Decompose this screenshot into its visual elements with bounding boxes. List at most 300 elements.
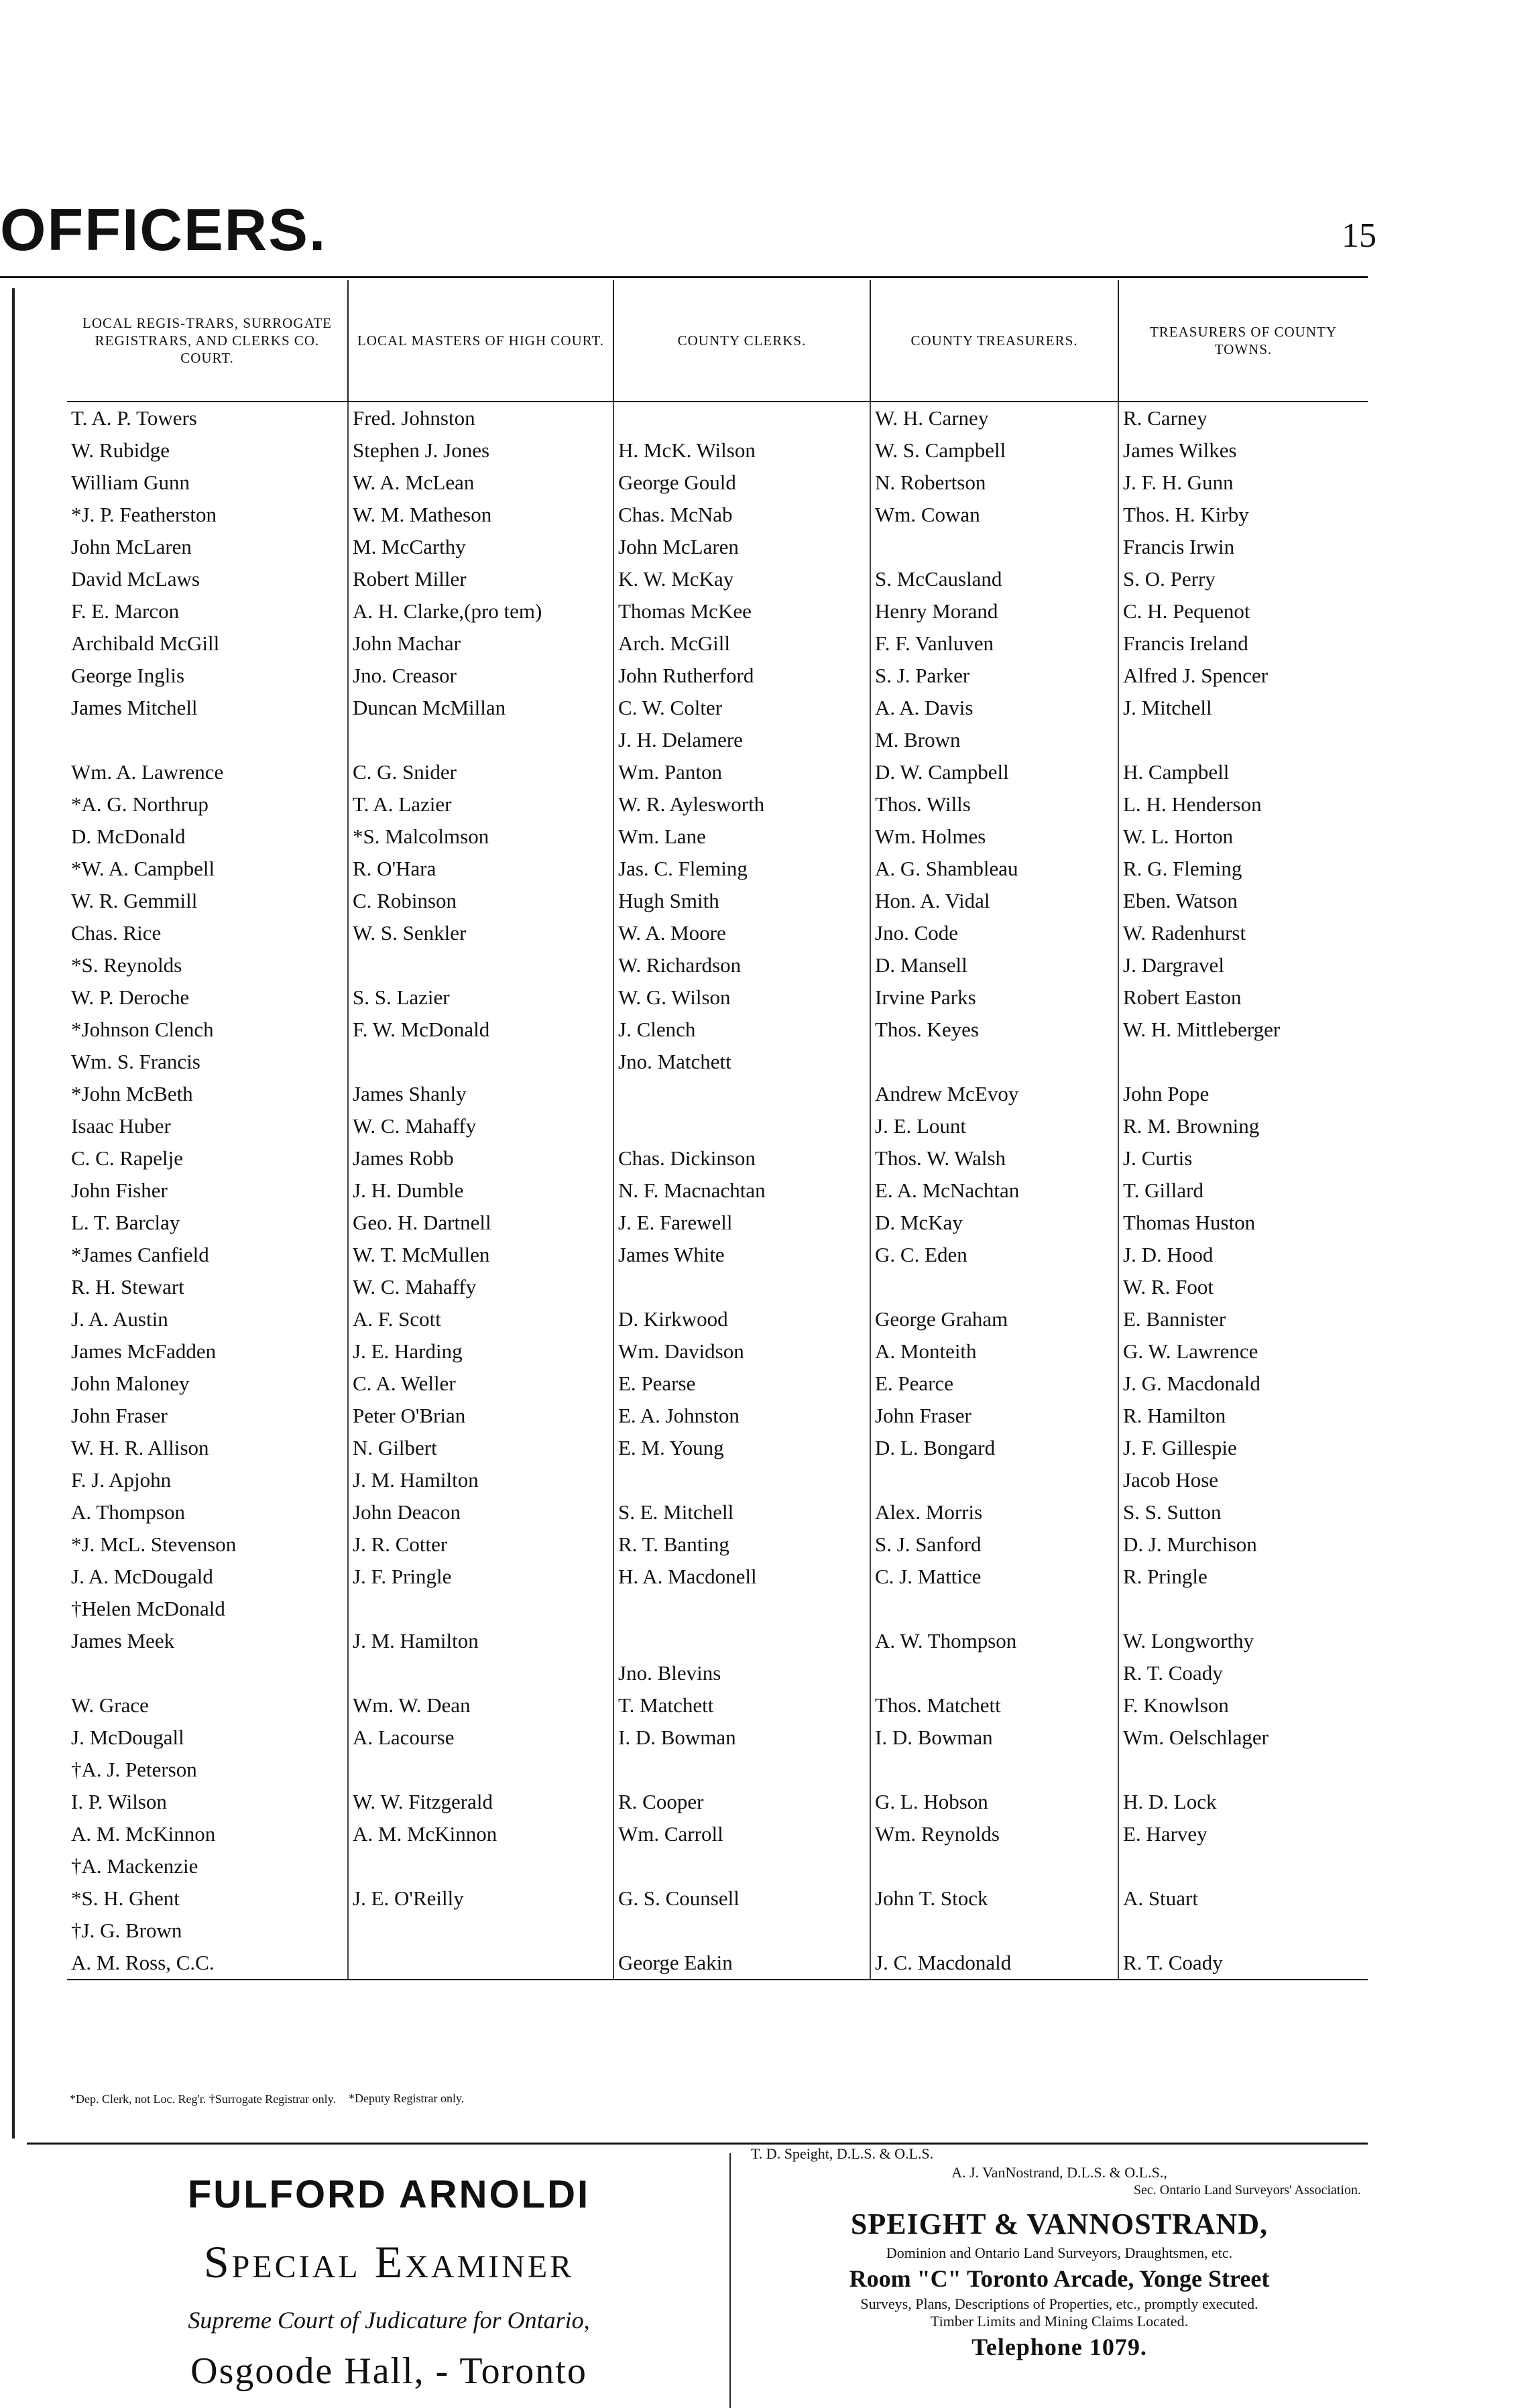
table-cell: Jno. Blevins: [614, 1657, 871, 1689]
table-cell: E. A. McNachtan: [871, 1175, 1119, 1207]
table-cell: N. Robertson: [871, 467, 1119, 499]
table-cell: W. P. Deroche: [67, 981, 349, 1014]
table-body: [67, 402, 1368, 1980]
table-cell: Isaac Huber: [67, 1110, 349, 1142]
table-row: [67, 1528, 1368, 1561]
header-county-treasurers: COUNTY TREASURERS.: [871, 280, 1119, 401]
table-cell: [614, 1110, 871, 1142]
table-cell: †A. J. Peterson: [67, 1754, 349, 1786]
table-cell: John Rutherford: [614, 660, 871, 692]
ad-left-name: FULFORD ARNOLDI: [187, 2173, 591, 2216]
table-cell: J. R. Cotter: [349, 1528, 614, 1561]
table-cell: Alfred J. Spencer: [1123, 664, 1269, 687]
table-cell: J. A. McDougald: [67, 1561, 349, 1593]
table-cell: H. Campbell: [1123, 760, 1230, 784]
table-row: [67, 724, 1368, 756]
table-cell: Stephen J. Jones: [349, 434, 614, 467]
table-cell: George Eakin: [614, 1947, 871, 1979]
table-cell: W. R. Gemmill: [67, 885, 349, 917]
table-cell: Thos. Keyes: [871, 1014, 1119, 1046]
table-cell: Wm. Lane: [614, 821, 871, 853]
table-cell: Fred. Johnston: [349, 402, 614, 434]
table-row: [67, 788, 1368, 821]
table-cell: Henry Morand: [871, 595, 1119, 627]
table-cell: *Johnson Clench: [67, 1014, 349, 1046]
table-row: [67, 1947, 1368, 1979]
table-cell: F. W. McDonald: [349, 1014, 614, 1046]
table-cell: [614, 1915, 871, 1947]
table-row: [67, 660, 1368, 692]
table-row: [67, 434, 1368, 467]
table-cell: J. G. Macdonald: [1123, 1372, 1260, 1395]
table-cell: E. Harvey: [1123, 1822, 1207, 1846]
table-row: [67, 1335, 1368, 1368]
table-row: [67, 1142, 1368, 1175]
table-row: [67, 1207, 1368, 1239]
table-cell: Wm. Holmes: [871, 821, 1119, 853]
table-cell: W. T. McMullen: [349, 1239, 614, 1271]
table-cell: *S. H. Ghent: [67, 1882, 349, 1915]
table-cell: Jas. C. Fleming: [614, 853, 871, 885]
table-cell: D. W. Campbell: [871, 756, 1119, 788]
table-cell: S. J. Sanford: [871, 1528, 1119, 1561]
table-cell: *James Canfield: [67, 1239, 349, 1271]
table-row: [67, 981, 1368, 1014]
table-cell: J. F. H. Gunn: [1123, 471, 1234, 494]
table-cell: H. A. Macdonell: [614, 1561, 871, 1593]
table-cell: Duncan McMillan: [349, 692, 614, 724]
table-cell: A. M. McKinnon: [67, 1818, 349, 1850]
table-cell: J. E. Farewell: [614, 1207, 871, 1239]
table-cell: Chas. Dickinson: [614, 1142, 871, 1175]
table-cell: F. E. Marcon: [67, 595, 349, 627]
table-cell: John Fisher: [67, 1175, 349, 1207]
table-cell: T. A. P. Towers: [67, 402, 349, 434]
table-cell: Robert Easton: [1123, 985, 1242, 1009]
table-row: [67, 692, 1368, 724]
table-row: [67, 1754, 1368, 1786]
table-cell: Wm. Panton: [614, 756, 871, 788]
table-cell: S. J. Parker: [871, 660, 1119, 692]
table-row: [67, 1175, 1368, 1207]
table-cell: W. Longworthy: [1123, 1629, 1254, 1652]
page-title: OFFICERS.: [0, 196, 327, 263]
table-cell: D. McKay: [871, 1207, 1119, 1239]
footnote-mid: *Deputy Registrar only.: [349, 2092, 465, 2105]
table-cell: Arch. McGill: [614, 627, 871, 660]
table-cell: David McLaws: [67, 563, 349, 595]
table-cell: R. Carney: [1123, 406, 1207, 430]
table-cell: John Fraser: [871, 1400, 1119, 1432]
table-cell: [614, 1625, 871, 1657]
table-cell: W. W. Fitzgerald: [349, 1786, 614, 1818]
table-cell: E. M. Young: [614, 1432, 871, 1464]
table-cell: Hugh Smith: [614, 885, 871, 917]
table-row: [67, 1239, 1368, 1271]
table-cell: A. Monteith: [871, 1335, 1119, 1368]
table-cell: [1119, 724, 1368, 756]
table-cell: J. M. Hamilton: [349, 1464, 614, 1496]
ad-right-telephone: Telephone 1079.: [971, 2334, 1147, 2360]
table-cell: [614, 1271, 871, 1303]
table-cell: [349, 1915, 614, 1947]
table-cell: D. Kirkwood: [614, 1303, 871, 1335]
table-cell: J. Clench: [614, 1014, 871, 1046]
table-cell: [67, 724, 349, 756]
table-row: [67, 821, 1368, 853]
table-cell: F. Knowlson: [1123, 1693, 1229, 1717]
table-row: [67, 1818, 1368, 1850]
ad-right-line2: A. J. VanNostrand, D.L.S. & O.L.S.,: [951, 2164, 1167, 2181]
table-cell: S. O. Perry: [1123, 567, 1216, 591]
table-cell: [349, 724, 614, 756]
table-cell: Wm. Oelschlager: [1123, 1726, 1269, 1749]
table-cell: C. Robinson: [349, 885, 614, 917]
header-local-masters: LOCAL MASTERS OF HIGH COURT.: [349, 280, 614, 401]
table-cell: [349, 1947, 614, 1979]
table-cell: George Gould: [614, 467, 871, 499]
table-cell: S. McCausland: [871, 563, 1119, 595]
ad-left-address: Osgoode Hall, - Toronto: [190, 2350, 587, 2392]
table-cell: [871, 1464, 1119, 1496]
table-row: [67, 499, 1368, 531]
table-cell: R. Cooper: [614, 1786, 871, 1818]
table-cell: [614, 1850, 871, 1882]
table-cell: [349, 949, 614, 981]
table-cell: A. Thompson: [67, 1496, 349, 1528]
table-cell: W. R. Foot: [1123, 1275, 1214, 1299]
ad-right-line1: T. D. Speight, D.L.S. & O.L.S.: [751, 2145, 934, 2162]
table-cell: [871, 1657, 1119, 1689]
table-header: [67, 280, 1368, 402]
table-cell: W. G. Wilson: [614, 981, 871, 1014]
table-cell: James Wilkes: [1123, 438, 1237, 462]
bottom-rule: [27, 2143, 1368, 2145]
table-cell: A. W. Thompson: [871, 1625, 1119, 1657]
table-row: [67, 1432, 1368, 1464]
table-cell: Wm. Carroll: [614, 1818, 871, 1850]
header-local-registrars: LOCAL REGIS-TRARS, SURROGATE REGISTRARS, AND CLERKS CO. COURT.: [67, 280, 349, 401]
table-row: [67, 467, 1368, 499]
table-cell: A. H. Clarke,(pro tem): [349, 595, 614, 627]
table-cell: C. J. Mattice: [871, 1561, 1119, 1593]
table-cell: [871, 1593, 1119, 1625]
table-cell: W. L. Horton: [1123, 825, 1234, 848]
table-row: [67, 1078, 1368, 1110]
table-cell: D. L. Bongard: [871, 1432, 1119, 1464]
table-cell: H. McK. Wilson: [614, 434, 871, 467]
table-cell: A. A. Davis: [871, 692, 1119, 724]
table-cell: [614, 1593, 871, 1625]
table-cell: J. M. Hamilton: [349, 1625, 614, 1657]
table-row: [67, 1625, 1368, 1657]
table-cell: F. F. Vanluven: [871, 627, 1119, 660]
footnote-left: *Dep. Clerk, not Loc. Reg'r. †Surrogate Registrar only.: [70, 2092, 336, 2106]
table-cell: [871, 531, 1119, 563]
table-cell: Wm. Davidson: [614, 1335, 871, 1368]
table-cell: [349, 1046, 614, 1078]
table-row: [67, 1786, 1368, 1818]
table-cell: D. Mansell: [871, 949, 1119, 981]
table-cell: A. Lacourse: [349, 1722, 614, 1754]
table-cell: [614, 402, 871, 434]
table-cell: A. F. Scott: [349, 1303, 614, 1335]
table-cell: W. Grace: [67, 1689, 349, 1722]
table-cell: D. McDonald: [67, 821, 349, 853]
table-row: [67, 853, 1368, 885]
table-cell: W. S. Campbell: [871, 434, 1119, 467]
table-cell: [614, 1754, 871, 1786]
table-row: [67, 595, 1368, 627]
table-cell: G. S. Counsell: [614, 1882, 871, 1915]
table-cell: L. H. Henderson: [1123, 792, 1262, 816]
table-cell: *S. Reynolds: [67, 949, 349, 981]
table-cell: W. Richardson: [614, 949, 871, 981]
table-cell: [1119, 1850, 1368, 1882]
table-cell: Irvine Parks: [871, 981, 1119, 1014]
table-cell: G. L. Hobson: [871, 1786, 1119, 1818]
ad-right-line3: Sec. Ontario Land Surveyors' Association.: [1133, 2183, 1361, 2198]
table-cell: A. G. Shambleau: [871, 853, 1119, 885]
table-cell: S. S. Sutton: [1123, 1500, 1222, 1524]
table-cell: †Helen McDonald: [67, 1593, 349, 1625]
table-cell: *S. Malcolmson: [349, 821, 614, 853]
table-row: [67, 1915, 1368, 1947]
table-cell: [871, 1046, 1119, 1078]
table-cell: [67, 1657, 349, 1689]
table-row: [67, 1593, 1368, 1625]
table-cell: K. W. McKay: [614, 563, 871, 595]
table-cell: John Machar: [349, 627, 614, 660]
header-county-clerks: COUNTY CLERKS.: [614, 280, 871, 401]
table-row: [67, 1400, 1368, 1432]
table-cell: R. O'Hara: [349, 853, 614, 885]
table-row: [67, 402, 1368, 434]
table-cell: E. Pearse: [614, 1368, 871, 1400]
table-cell: G. W. Lawrence: [1123, 1339, 1258, 1363]
table-cell: James Meek: [67, 1625, 349, 1657]
ad-left-title: Special Examiner: [203, 2236, 575, 2287]
table-cell: [349, 1850, 614, 1882]
table-cell: J. McDougall: [67, 1722, 349, 1754]
table-cell: Francis Irwin: [1123, 535, 1235, 558]
table-cell: Eben. Watson: [1123, 889, 1238, 912]
table-row: [67, 1689, 1368, 1722]
table-cell: Wm. Cowan: [871, 499, 1119, 531]
table-cell: C. A. Weller: [349, 1368, 614, 1400]
table-cell: G. C. Eden: [871, 1239, 1119, 1271]
table-cell: J. H. Dumble: [349, 1175, 614, 1207]
table-cell: *A. G. Northrup: [67, 788, 349, 821]
table-cell: *W. A. Campbell: [67, 853, 349, 885]
table-cell: H. D. Lock: [1123, 1790, 1217, 1813]
table-cell: John Pope: [1123, 1082, 1210, 1105]
table-row: [67, 1722, 1368, 1754]
table-cell: Chas. McNab: [614, 499, 871, 531]
table-cell: James Shanly: [349, 1078, 614, 1110]
table-row: [67, 917, 1368, 949]
table-cell: Hon. A. Vidal: [871, 885, 1119, 917]
table-cell: †J. G. Brown: [67, 1915, 349, 1947]
table-cell: George Graham: [871, 1303, 1119, 1335]
table-cell: [1119, 1046, 1368, 1078]
table-cell: S. E. Mitchell: [614, 1496, 871, 1528]
table-row: [67, 1657, 1368, 1689]
ad-right-line4: Dominion and Ontario Land Surveyors, Draughtsmen, etc.: [886, 2244, 1233, 2261]
table-row: [67, 627, 1368, 660]
table-cell: J. C. Macdonald: [871, 1947, 1119, 1979]
table-cell: J. E. O'Reilly: [349, 1882, 614, 1915]
table-cell: R. T. Banting: [614, 1528, 871, 1561]
table-cell: C. W. Colter: [614, 692, 871, 724]
table-cell: W. M. Matheson: [349, 499, 614, 531]
table-cell: W. A. McLean: [349, 467, 614, 499]
table-cell: A. M. Ross, C.C.: [67, 1947, 349, 1979]
table-cell: W. C. Mahaffy: [349, 1110, 614, 1142]
table-cell: †A. Mackenzie: [67, 1850, 349, 1882]
table-cell: *John McBeth: [67, 1078, 349, 1110]
table-cell: James Mitchell: [67, 692, 349, 724]
table-cell: E. Bannister: [1123, 1307, 1226, 1331]
table-cell: [349, 1657, 614, 1689]
table-cell: John T. Stock: [871, 1882, 1119, 1915]
table-row: [67, 1014, 1368, 1046]
table-cell: J. E. Harding: [349, 1335, 614, 1368]
table-cell: W. R. Aylesworth: [614, 788, 871, 821]
table-cell: W. H. Carney: [871, 402, 1119, 434]
table-cell: Thos. W. Walsh: [871, 1142, 1119, 1175]
ad-right-line5: Surveys, Plans, Descriptions of Properties, etc., promptly executed.: [860, 2295, 1258, 2312]
table-cell: N. F. Macnachtan: [614, 1175, 871, 1207]
table-cell: John Fraser: [67, 1400, 349, 1432]
table-cell: I. D. Bowman: [614, 1722, 871, 1754]
table-cell: Thos. Matchett: [871, 1689, 1119, 1722]
table-cell: A. M. McKinnon: [349, 1818, 614, 1850]
table-cell: W. A. Moore: [614, 917, 871, 949]
title-rule: [0, 276, 1368, 278]
table-row: [67, 1561, 1368, 1593]
table-cell: J. Curtis: [1123, 1146, 1193, 1170]
table-cell: M. Brown: [871, 724, 1119, 756]
binding-edge: [12, 288, 15, 2139]
table-cell: W. H. Mittleberger: [1123, 1018, 1281, 1041]
table-row: [67, 531, 1368, 563]
table-cell: Thomas Huston: [1123, 1211, 1256, 1234]
table-cell: [614, 1078, 871, 1110]
table-cell: Thos. H. Kirby: [1123, 503, 1249, 526]
table-cell: T. A. Lazier: [349, 788, 614, 821]
table-cell: A. Stuart: [1123, 1886, 1198, 1910]
table-cell: W. C. Mahaffy: [349, 1271, 614, 1303]
table-row: [67, 756, 1368, 788]
table-cell: W. H. R. Allison: [67, 1432, 349, 1464]
table-cell: James McFadden: [67, 1335, 349, 1368]
table-cell: [349, 1593, 614, 1625]
table-cell: [871, 1850, 1119, 1882]
table-cell: [871, 1754, 1119, 1786]
ad-right-line6: Timber Limits and Mining Claims Located.: [930, 2313, 1189, 2330]
table-cell: F. J. Apjohn: [67, 1464, 349, 1496]
table-cell: Wm. W. Dean: [349, 1689, 614, 1722]
table-cell: Jno. Creasor: [349, 660, 614, 692]
table-cell: W. S. Senkler: [349, 917, 614, 949]
officers-table: [67, 280, 1368, 1980]
table-cell: Jno. Code: [871, 917, 1119, 949]
table-cell: [614, 1464, 871, 1496]
table-cell: Chas. Rice: [67, 917, 349, 949]
table-cell: John Deacon: [349, 1496, 614, 1528]
table-cell: R. M. Browning: [1123, 1114, 1260, 1138]
table-cell: W. Rubidge: [67, 434, 349, 467]
table-cell: R. G. Fleming: [1123, 857, 1242, 880]
table-row: [67, 1850, 1368, 1882]
ad-left-court: Supreme Court of Judicature for Ontario,: [188, 2307, 590, 2334]
table-cell: J. H. Delamere: [614, 724, 871, 756]
table-row: [67, 885, 1368, 917]
table-cell: J. F. Gillespie: [1123, 1436, 1237, 1459]
table-cell: Archibald McGill: [67, 627, 349, 660]
table-row: [67, 949, 1368, 981]
table-cell: J. D. Hood: [1123, 1243, 1214, 1266]
table-cell: William Gunn: [67, 467, 349, 499]
table-cell: N. Gilbert: [349, 1432, 614, 1464]
table-row: [67, 1464, 1368, 1496]
table-row: [67, 1496, 1368, 1528]
table-cell: Geo. H. Dartnell: [349, 1207, 614, 1239]
table-cell: L. T. Barclay: [67, 1207, 349, 1239]
table-cell: J. F. Pringle: [349, 1561, 614, 1593]
table-cell: I. D. Bowman: [871, 1722, 1119, 1754]
table-cell: [1119, 1593, 1368, 1625]
table-row: [67, 1303, 1368, 1335]
table-cell: T. Matchett: [614, 1689, 871, 1722]
table-cell: T. Gillard: [1123, 1179, 1203, 1202]
table-cell: R. T. Coady: [1123, 1951, 1223, 1974]
table-cell: *J. McL. Stevenson: [67, 1528, 349, 1561]
table-cell: C. G. Snider: [349, 756, 614, 788]
table-cell: Robert Miller: [349, 563, 614, 595]
table-row: [67, 1271, 1368, 1303]
table-cell: James Robb: [349, 1142, 614, 1175]
table-cell: Andrew McEvoy: [871, 1078, 1119, 1110]
table-cell: S. S. Lazier: [349, 981, 614, 1014]
table-row: [67, 563, 1368, 595]
table-cell: Wm. S. Francis: [67, 1046, 349, 1078]
table-cell: I. P. Wilson: [67, 1786, 349, 1818]
table-cell: John Maloney: [67, 1368, 349, 1400]
table-cell: J. Mitchell: [1123, 696, 1212, 719]
table-cell: E. Pearce: [871, 1368, 1119, 1400]
table-cell: Peter O'Brian: [349, 1400, 614, 1432]
table-row: [67, 1368, 1368, 1400]
table-cell: R. Pringle: [1123, 1565, 1207, 1588]
table-cell: R. H. Stewart: [67, 1271, 349, 1303]
table-cell: *J. P. Featherston: [67, 499, 349, 531]
table-row: [67, 1110, 1368, 1142]
table-cell: W. Radenhurst: [1123, 921, 1246, 945]
table-cell: Wm. A. Lawrence: [67, 756, 349, 788]
table-cell: M. McCarthy: [349, 531, 614, 563]
table-cell: George Inglis: [67, 660, 349, 692]
table-cell: Wm. Reynolds: [871, 1818, 1119, 1850]
table-cell: D. J. Murchison: [1123, 1532, 1257, 1556]
table-cell: Jacob Hose: [1123, 1468, 1219, 1492]
table-cell: Jno. Matchett: [614, 1046, 871, 1078]
table-cell: R. T. Coady: [1123, 1661, 1223, 1685]
table-cell: [871, 1915, 1119, 1947]
table-cell: John McLaren: [67, 531, 349, 563]
table-cell: [1119, 1915, 1368, 1947]
